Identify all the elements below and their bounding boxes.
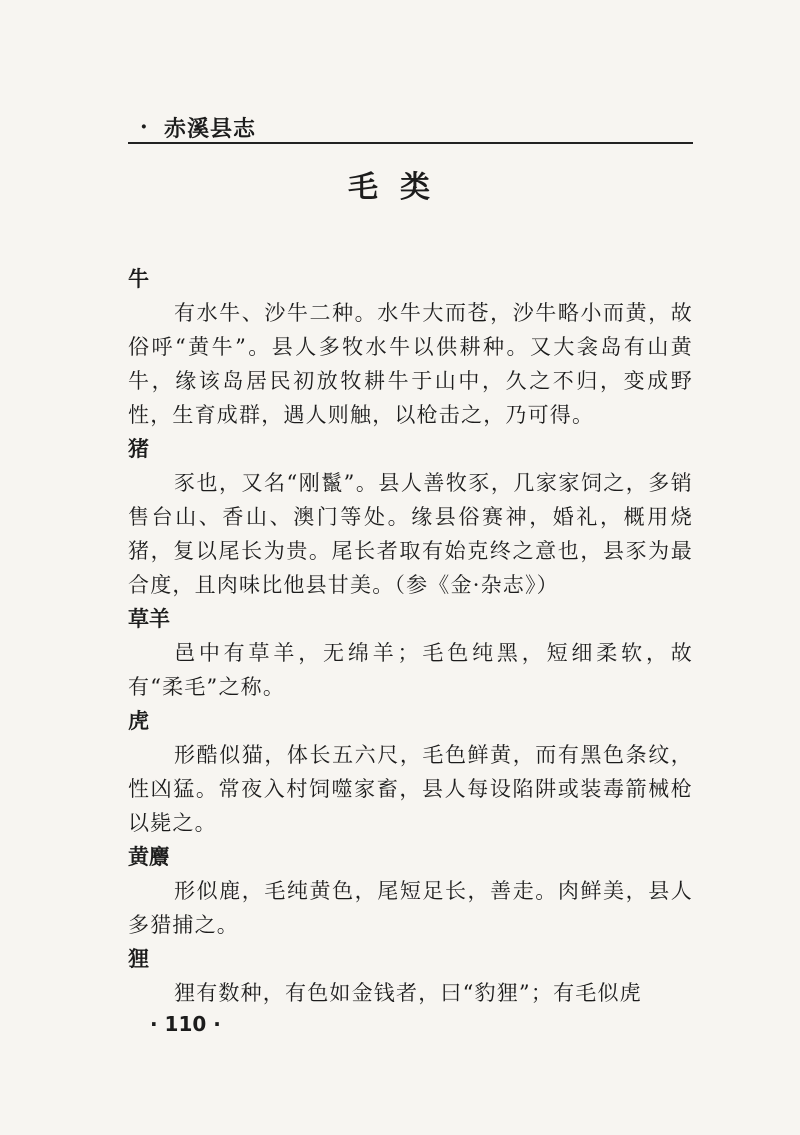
entry-title-muntjac: 黄麖 (128, 845, 170, 869)
running-header (128, 112, 693, 144)
entry-body-cattle: 有水牛、沙牛二种。水牛大而苍，沙牛略小而黄，故俗呼“黄牛”。县人多牧水牛以供耕种。又大衾岛有山黄牛，缘该岛居民初放牧耕牛于山中，久之不归，变成野性，生育成群，遇人则触，以枪击之，乃可得。 (128, 301, 693, 427)
entry-body-civet: 狸有数种，有色如金钱者，曰“豹狸”；有毛似虎 (174, 981, 642, 1005)
entry-body-tiger: 形酷似猫，体长五六尺，毛色鲜黄，而有黑色条纹，性凶猛。常夜入村饲噬家畜，县人每设陷阱或装毒箭械枪以毙之。 (128, 743, 693, 835)
entry-title-tiger: 虎 (128, 709, 149, 733)
entries-list (128, 262, 693, 1010)
entry-title-civet: 狸 (128, 947, 149, 971)
entry-title-cattle: 牛 (128, 267, 149, 291)
entry-body-goat: 邑中有草羊，无绵羊；毛色纯黑，短细柔软，故有“柔毛”之称。 (128, 641, 693, 699)
page-number: · 110 · (150, 1012, 221, 1036)
entry-title-goat: 草羊 (128, 607, 170, 631)
entry-body-muntjac: 形似鹿，毛纯黄色，尾短足长，善走。肉鲜美，县人多猎捕之。 (128, 879, 693, 937)
entry-body-pig: 豕也，又名“刚鬣”。县人善牧豕，几家家饲之，多销售台山、香山、澳门等处。缘县俗赛神，婚礼，概用烧猪，复以尾长为贵。尾长者取有始克终之意也，县豕为最合度，且肉味比他县甘美。（参《金·杂志》） (128, 471, 693, 597)
book-title: 赤溪县志 (164, 117, 257, 142)
section-title: 毛类 (348, 170, 452, 205)
header-bullet: · (140, 114, 148, 140)
entry-title-pig: 猪 (128, 437, 149, 461)
